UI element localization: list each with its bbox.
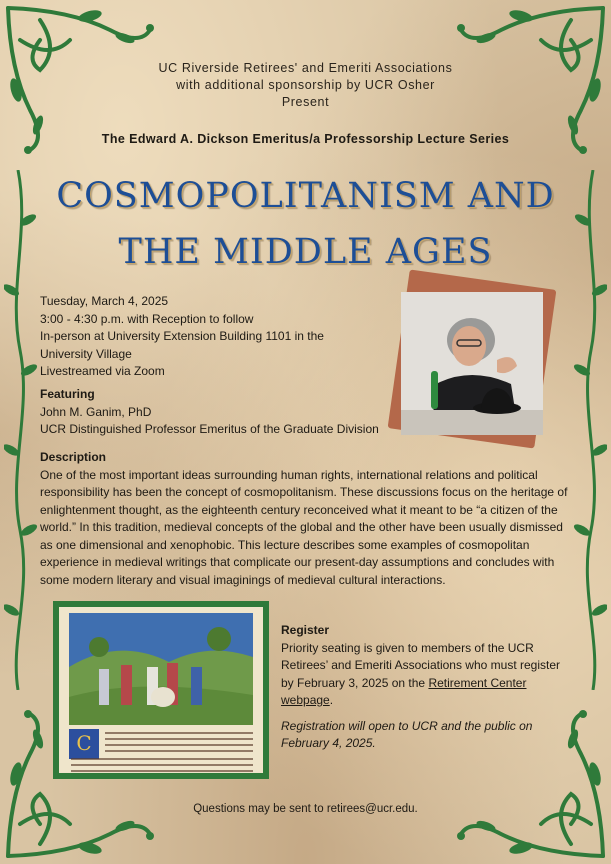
register-text-before: Priority seating is given to members of the UCR Retirees’ and Emeriti Associations who must register by February 3, 2025 on the	[281, 640, 560, 690]
event-livestream: Livestreamed via Zoom	[40, 364, 165, 378]
presenters-line-3: Present	[281, 95, 330, 109]
description-text: One of the most important ideas surrounding human rights, international relations and political responsibility has been the concept of cosmopolitanism. These discussions focus on the heritage of enlightenment thought, as the eighteenth century reconceived what it meant to be “a citizen of the world.” In this tradition, medieval concepts of the global and the other have been usually dismissed as one dimensional and xenophobic. This lecture describes some examples of cosmopolitan experience in medieval writings that complicate our present-day assumptions and concludes with some modern literary and visual imaginings of medieval cultural interactions.	[40, 467, 568, 587]
manuscript-illustration	[59, 607, 263, 773]
event-details	[40, 293, 390, 381]
lecture-series-title: The Edward A. Dickson Emeritus/a Professorship Lecture Series	[101, 132, 510, 146]
lecture-title-line-1: COSMOPOLITANISM AND	[56, 176, 555, 216]
speaker-name: John M. Ganim, PhD	[40, 404, 152, 419]
featuring-label: Featuring	[40, 387, 95, 401]
register-section	[281, 622, 571, 753]
lecture-title	[0, 168, 611, 280]
presenters-header	[0, 60, 611, 111]
contact-footer: Questions may be sent to retirees@ucr.edu.	[193, 803, 418, 815]
registration-open-note: Registration will open to UCR and the public on February 4, 2025.	[281, 718, 533, 750]
event-time: 3:00 - 4:30 p.m. with Reception to follow	[40, 311, 254, 326]
event-date: Tuesday, March 4, 2025	[40, 294, 169, 308]
presenters-line-1: UC Riverside Retirees' and Emeriti Associations	[158, 61, 453, 75]
speaker-photo	[401, 292, 543, 435]
register-label: Register	[281, 623, 330, 637]
presenters-line-2: with additional sponsorship by UCR Osher	[176, 78, 435, 92]
register-text	[281, 640, 571, 710]
featuring-section	[40, 386, 420, 439]
event-location-line-2: University Village	[40, 346, 132, 361]
speaker-photo-frame	[392, 279, 552, 449]
lecture-title-line-2: THE MIDDLE AGES	[118, 232, 493, 272]
event-location-line-1: In-person at University Extension Building 1101 in the	[40, 329, 324, 343]
manuscript-illustration-frame	[53, 601, 269, 779]
svg-text:C: C	[76, 731, 92, 755]
speaker-title: UCR Distinguished Professor Emeritus of the Graduate Division	[40, 422, 379, 436]
retirement-center-link[interactable]: Retirement Center webpage	[281, 675, 527, 707]
register-text-after: .	[329, 693, 334, 707]
description-label: Description	[40, 450, 107, 464]
description-section	[40, 449, 575, 589]
